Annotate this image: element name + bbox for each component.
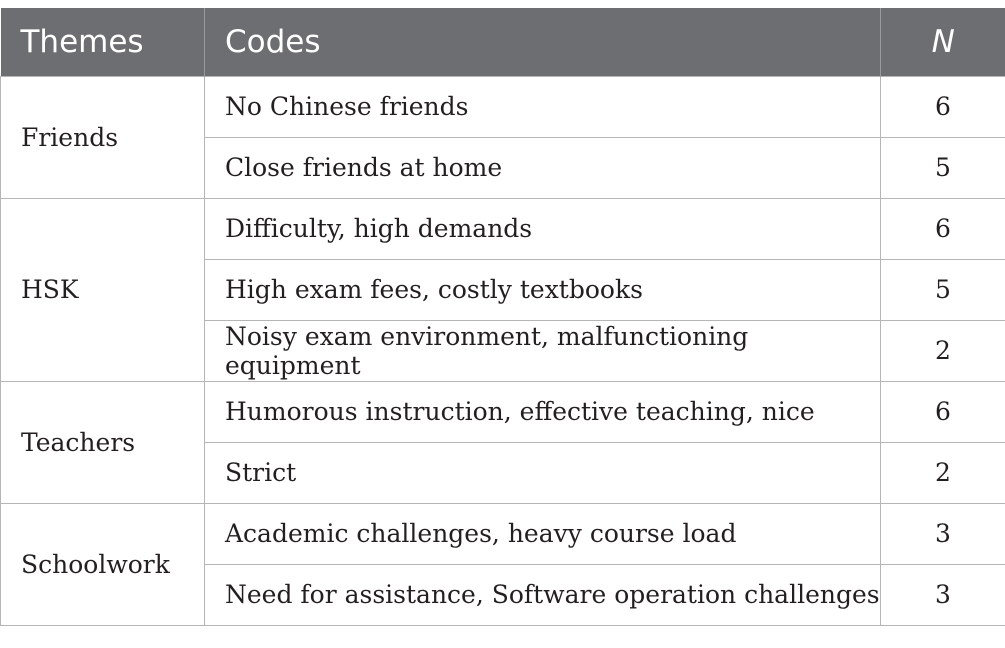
code-cell: Need for assistance, Software operation challenges bbox=[205, 564, 881, 625]
header-n: N bbox=[881, 8, 1005, 76]
header-codes: Codes bbox=[205, 8, 881, 76]
code-cell: Strict bbox=[205, 442, 881, 503]
n-cell: 5 bbox=[881, 137, 1005, 198]
theme-cell-hsk: HSK bbox=[1, 198, 205, 381]
code-cell: Academic challenges, heavy course load bbox=[205, 503, 881, 564]
table-header-row bbox=[1, 8, 1005, 76]
n-cell: 6 bbox=[881, 381, 1005, 442]
code-cell: Noisy exam environment, malfunctioning equipment bbox=[205, 320, 881, 381]
table-row bbox=[1, 503, 1005, 564]
n-cell: 2 bbox=[881, 320, 1005, 381]
n-cell: 2 bbox=[881, 442, 1005, 503]
code-cell: Humorous instruction, effective teaching, nice bbox=[205, 381, 881, 442]
code-cell: High exam fees, costly textbooks bbox=[205, 259, 881, 320]
n-cell: 6 bbox=[881, 198, 1005, 259]
theme-cell-teachers: Teachers bbox=[1, 381, 205, 503]
n-cell: 6 bbox=[881, 76, 1005, 137]
n-cell: 5 bbox=[881, 259, 1005, 320]
code-cell: Close friends at home bbox=[205, 137, 881, 198]
table-row bbox=[1, 381, 1005, 442]
header-themes: Themes bbox=[1, 8, 205, 76]
code-cell: Difficulty, high demands bbox=[205, 198, 881, 259]
code-cell: No Chinese friends bbox=[205, 76, 881, 137]
theme-cell-schoolwork: Schoolwork bbox=[1, 503, 205, 625]
themes-codes-table bbox=[0, 8, 1005, 626]
themes-table-container bbox=[0, 8, 1005, 626]
table-row bbox=[1, 76, 1005, 137]
table-row bbox=[1, 198, 1005, 259]
n-cell: 3 bbox=[881, 503, 1005, 564]
theme-cell-friends: Friends bbox=[1, 76, 205, 198]
n-cell: 3 bbox=[881, 564, 1005, 625]
